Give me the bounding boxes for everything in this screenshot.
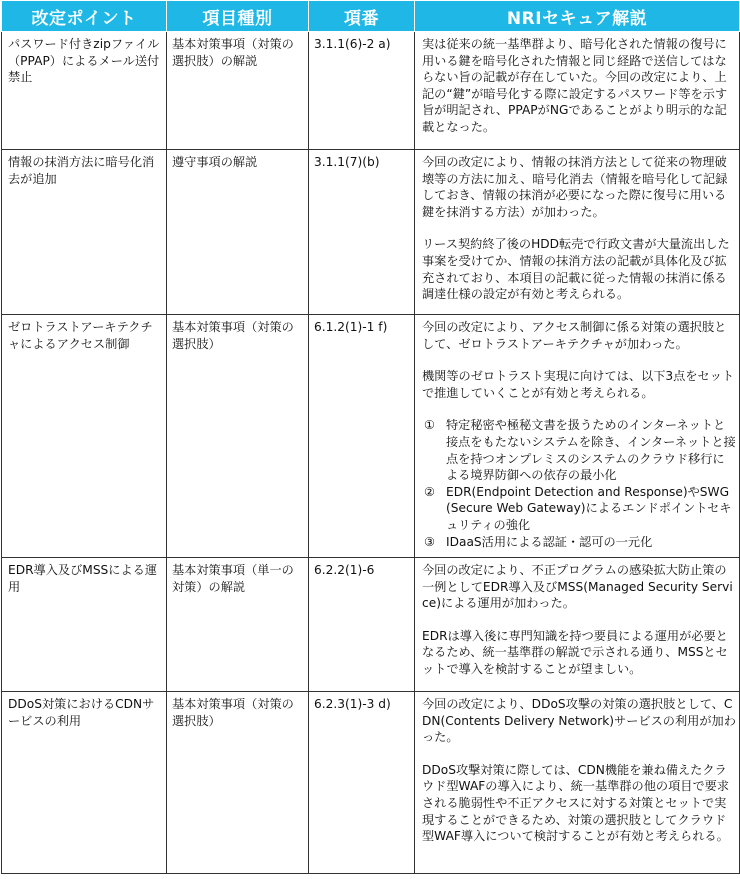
- table-row: [2, 150, 740, 315]
- comment-paragraph: リース契約終了後のHDD転売で行政文書が大量流出した事案を受けてか、情報の抹消方法の記載が具体化及び拡充されており、本項目の記載に従った情報の抹消に係る調達仕様の設定が有効と考えられる。: [422, 237, 730, 302]
- comment-paragraph: DDoS攻撃対策に際しては、CDN機能を兼ね備えたクラウド型WAFの導入により、統一基準群の他の項目で要求される脆弱性や不正アクセスに対する対策とセットで実現することができるため、対策の選択肢としてクラウド型WAF導入について検討することが有効と考えられる。: [422, 762, 730, 844]
- cell-number: 3.1.1(7)(b): [309, 150, 415, 315]
- header-row: [2, 1, 740, 32]
- cell-comment: [415, 150, 740, 315]
- comment-paragraph: 機関等のゼロトラスト実現に向けては、以下3点をセットで推進していくことが有効と考えられる。: [422, 369, 735, 400]
- cell-type: 基本対策事項（単一の対策）の解説: [167, 558, 309, 692]
- header-number: 項番: [309, 1, 415, 32]
- cell-comment: [415, 558, 740, 692]
- cell-number: 3.1.1(6)-2 a): [309, 32, 415, 150]
- cell-point: ゼロトラストアーキテクチャによるアクセス制御: [2, 315, 167, 558]
- cell-type: 基本対策事項（対策の選択肢）の解説: [167, 32, 309, 150]
- header-comment: NRIセキュア解説: [415, 1, 740, 32]
- list-number: ③: [424, 534, 435, 549]
- cell-number: 6.2.3(1)-3 d): [309, 692, 415, 874]
- cell-number: 6.1.2(1)-1 f): [309, 315, 415, 558]
- comment-paragraph: 実は従来の統一基準群より、暗号化された情報の復号に用いる鍵を暗号化された情報と同じ経路で送信してはならない旨の記載が存在していた。今回の改定により、上記の“鍵”が暗号化する際に設定するパスワード等を示す旨が明記され、PPAPがNGであることがより明示的な記載となった。: [422, 37, 728, 134]
- header-type: 項目種別: [167, 1, 309, 32]
- cell-point: パスワード付きzipファイル（PPAP）によるメール送付禁止: [2, 32, 167, 150]
- cell-comment: [415, 692, 740, 874]
- cell-comment: [415, 32, 740, 150]
- table-row: [2, 315, 740, 558]
- comment-paragraph: 今回の改定により、アクセス制御に係る対策の選択肢として、ゼロトラストアーキテクチャが加わった。: [422, 320, 727, 351]
- table-row: [2, 692, 740, 874]
- list-item: [422, 484, 736, 534]
- comment-paragraph: 今回の改定により、情報の抹消方法として従来の物理破壊等の方法に加え、暗号化消去（情報を暗号化して記録しておき、情報の抹消が必要になった際に復号に用いる鍵を抹消する方法）が加わった。: [422, 155, 728, 219]
- header-point: 改定ポイント: [2, 1, 167, 32]
- cell-type: 遵守事項の解説: [167, 150, 309, 315]
- cell-point: DDoS対策におけるCDNサービスの利用: [2, 692, 167, 874]
- cell-point: EDR導入及びMSSによる運用: [2, 558, 167, 692]
- list-text: IDaaS活用による認証・認可の一元化: [446, 534, 653, 549]
- cell-point: 情報の抹消方法に暗号化消去が追加: [2, 150, 167, 315]
- list-text: 特定秘密や極秘文書を扱うためのインターネットと接点をもたないシステムを除き、インターネットと接点を持つオンプレミスのシステムのクラウド移行による境界防御への依存の最小化: [446, 418, 736, 483]
- cell-comment: [415, 315, 740, 558]
- table-row: [2, 558, 740, 692]
- list-number: ②: [424, 484, 435, 499]
- comment-paragraph: EDRは導入後に専門知識を持つ要員による運用が必要となるため、統一基準群の解説で示される通り、MSSとセットで導入を検討することが望ましい。: [422, 628, 728, 676]
- cell-number: 6.2.2(1)-6: [309, 558, 415, 692]
- revision-table: [1, 0, 740, 874]
- comment-paragraph: 今回の改定により、DDoS攻撃の対策の選択肢として、CDN(Contents Delivery Network)サービスの利用が加わった。: [422, 697, 736, 745]
- table-row: [2, 32, 740, 150]
- cell-type: 基本対策事項（対策の選択肢）: [167, 692, 309, 874]
- comment-paragraph: 今回の改定により、不正プログラムの感染拡大防止策の一例としてEDR導入及びMSS(Managed Security Service)による運用が加わった。: [422, 563, 733, 611]
- list-item: [422, 534, 736, 551]
- list-text: EDR(Endpoint Detection and Response)やSWG(Secure Web Gateway)によるエンドポイントセキュリティの強化: [446, 484, 732, 532]
- list-item: [422, 417, 736, 483]
- list-number: ①: [424, 418, 435, 433]
- cell-type: 基本対策事項（対策の選択肢）: [167, 315, 309, 558]
